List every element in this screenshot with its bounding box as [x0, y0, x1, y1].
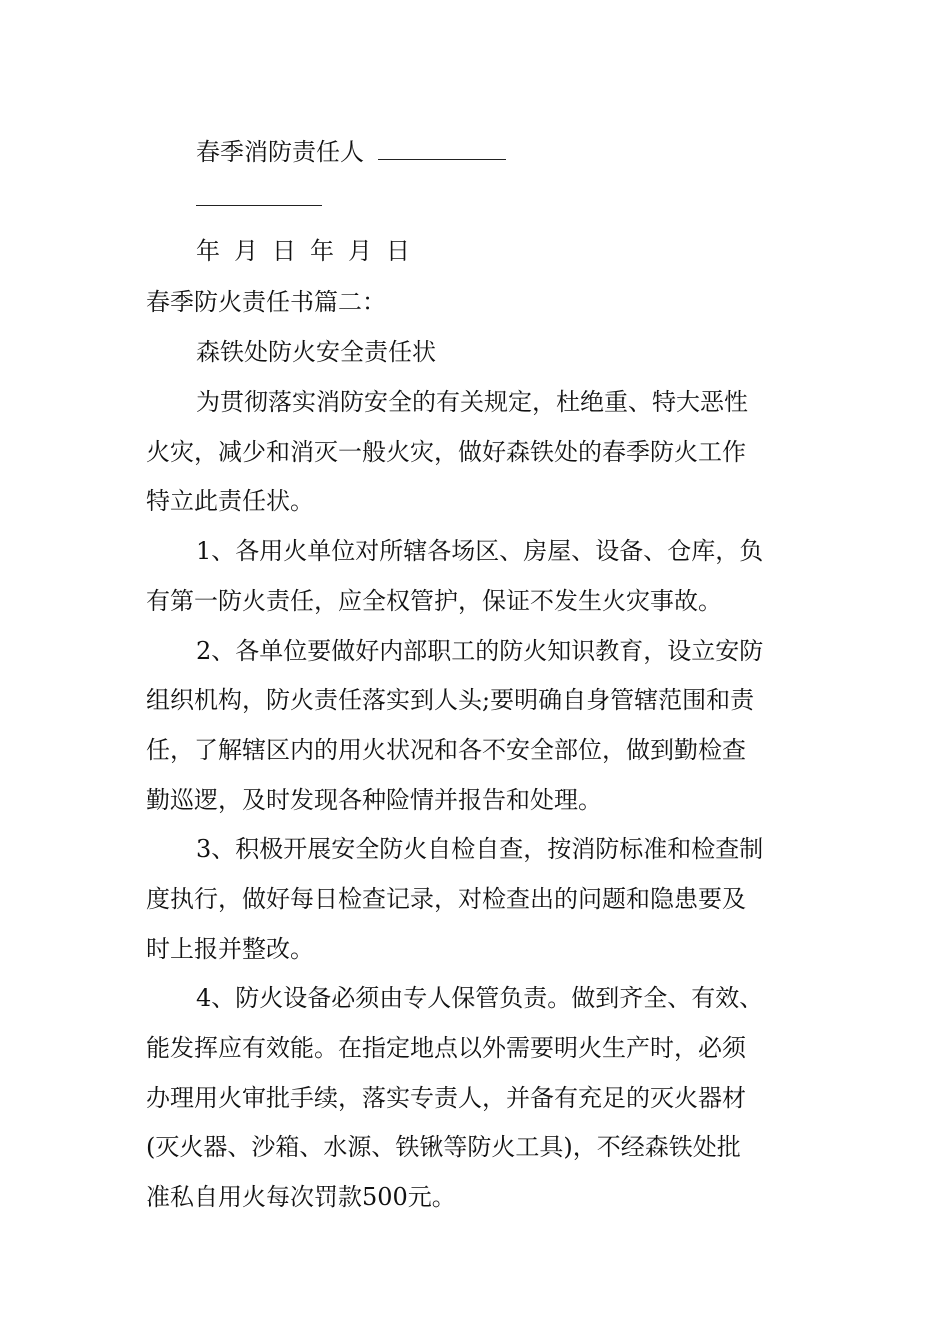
date-line	[196, 236, 811, 266]
date-month-2: 月	[348, 237, 372, 265]
paragraph-line: 能发挥应有效能。在指定地点以外需要明火生产时，必须	[146, 1034, 746, 1062]
signature-blank	[378, 137, 506, 160]
paragraph-line: 4、防火设备必须由专人保管负责。做到齐全、有效、	[196, 984, 764, 1012]
paragraph-line: 1、各用火单位对所辖各场区、房屋、设备、仓库，负	[196, 537, 764, 565]
document-title: 森铁处防火安全责任状	[196, 338, 436, 366]
paragraph-line: 有第一防火责任，应全权管护，保证不发生火灾事故。	[146, 587, 722, 615]
paragraph-line: 为贯彻落实消防安全的有关规定，杜绝重、特大恶性	[196, 388, 748, 416]
signature-label: 春季消防责任人	[196, 138, 364, 166]
paragraph-line: 勤巡逻，及时发现各种险情并报告和处理。	[146, 786, 602, 814]
date-day-2: 日	[386, 237, 410, 265]
section-title: 春季防火责任书篇二：	[146, 288, 386, 316]
paragraph-line: 准私自用火每次罚款500元。	[146, 1183, 456, 1211]
paragraph-line: 组织机构，防火责任落实到人头;要明确自身管辖范围和责	[146, 686, 755, 714]
paragraph-line: 度执行，做好每日检查记录，对检查出的问题和隐患要及	[146, 885, 746, 913]
paragraph-line: 2、各单位要做好内部职工的防火知识教育，设立安防	[196, 637, 764, 665]
paragraph-line: 特立此责任状。	[146, 487, 314, 515]
paragraph-line: 任，了解辖区内的用火状况和各不安全部位，做到勤检查	[146, 736, 746, 764]
signature-blank-second	[196, 205, 322, 206]
date-year: 年	[196, 237, 220, 265]
paragraph-line: 办理用火审批手续，落实专责人，并备有充足的灭火器材	[146, 1084, 746, 1112]
date-month: 月	[234, 237, 258, 265]
date-day: 日	[272, 237, 296, 265]
paragraph-line: 火灾，减少和消灭一般火灾，做好森铁处的春季防火工作	[146, 438, 746, 466]
signature-line	[196, 137, 811, 167]
date-year-2: 年	[310, 237, 334, 265]
paragraph-line: 时上报并整改。	[146, 935, 314, 963]
paragraph-line: (灭火器、沙箱、水源、铁锹等防火工具)，不经森铁处批	[146, 1133, 741, 1161]
paragraph-line: 3、积极开展安全防火自检自查，按消防标准和检查制	[196, 835, 764, 863]
